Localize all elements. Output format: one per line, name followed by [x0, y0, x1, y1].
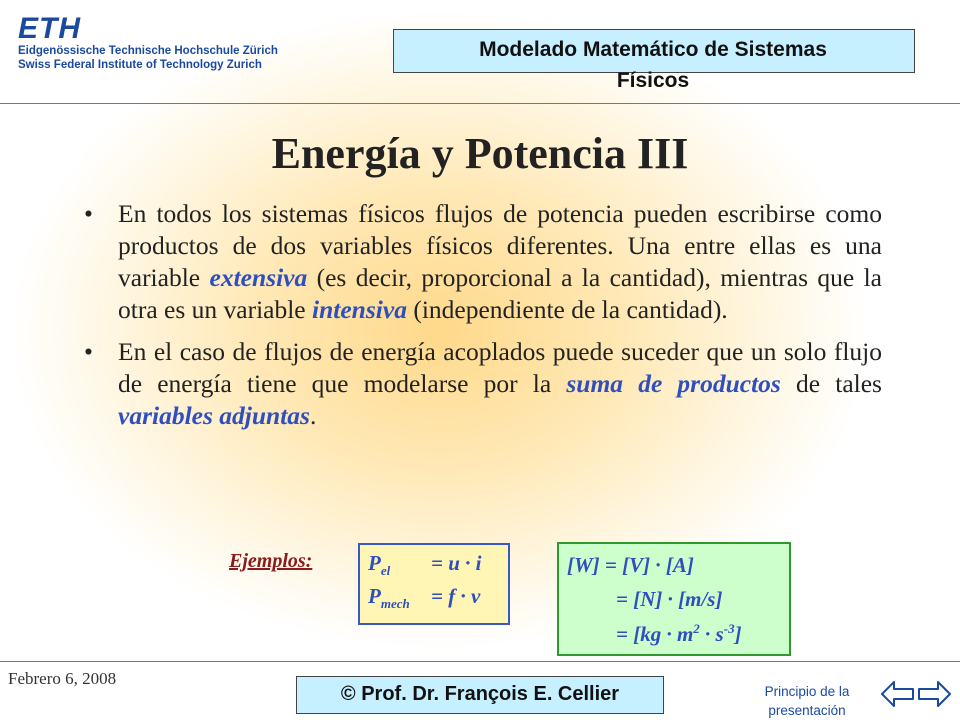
institution-name-en: Swiss Federal Institute of Technology Zurich [18, 59, 262, 71]
footer-date: Febrero 6, 2008 [8, 669, 117, 688]
bullet2-text-3: . [310, 401, 317, 430]
term-variables-adjuntas: variables adjuntas [118, 401, 310, 430]
header-divider [0, 103, 960, 104]
eth-logo [18, 14, 278, 72]
power-eq-mechanical [368, 584, 410, 612]
units-exp-2: 2 [693, 621, 700, 636]
course-title [393, 34, 913, 96]
units-line3-mid: · s [699, 622, 724, 646]
bullet-item-1 [82, 198, 882, 326]
power-symbol: P [368, 551, 381, 575]
bullet-dot: • [84, 199, 93, 228]
bullet-item-2 [82, 336, 882, 432]
units-exp-minus3: -3 [723, 621, 735, 636]
bullet1-text-2: (es decir, proporcional a la cantidad), mientras que la otra es un variable [118, 263, 882, 324]
forward-arrow-icon[interactable] [914, 678, 954, 710]
bullet2-text-2: de tales [780, 369, 882, 398]
course-title-line2: Físicos [616, 69, 690, 92]
term-suma-de-productos: suma de productos [566, 369, 781, 398]
bullet-list [82, 198, 882, 442]
bullet1-text-3: (independiente de la cantidad). [406, 295, 728, 324]
course-title-line1: Modelado Matemático de Sistemas [479, 38, 827, 61]
bullet2-text-1: En el caso de flujos de energía acoplados puede suceder que un solo flujo de energía tiene que modelarse por la [118, 337, 882, 398]
home-link-line2: presentación [768, 703, 846, 718]
back-arrow-icon[interactable] [880, 678, 916, 710]
home-link-line1: Principio de la [764, 684, 850, 699]
power-eq-electrical-rhs: = u · i [431, 551, 482, 575]
slide-title: Energía y Potencia III [271, 129, 689, 178]
power-eq-mechanical-rhs: = f · v [431, 584, 481, 608]
power-eq-electrical [368, 551, 390, 579]
power-subscript-mech: mech [380, 596, 410, 612]
power-symbol: P [368, 584, 381, 608]
eth-logo-text: ETH [18, 12, 81, 45]
home-link[interactable] [752, 682, 862, 720]
units-line-2: = [N] · [m/s] [616, 587, 723, 611]
term-extensiva: extensiva [209, 263, 308, 292]
power-subscript-el: el [380, 563, 391, 579]
copyright-text: © Prof. Dr. François E. Cellier [340, 683, 620, 705]
bullet1-text-1: En todos los sistemas físicos flujos de potencia pueden escribirse como productos de dos variables físicos diferentes. Una entre ellas es una variable [118, 199, 882, 292]
term-intensiva: intensiva [312, 295, 407, 324]
units-line3-post: ] [734, 622, 742, 646]
units-line-3 [616, 621, 742, 647]
units-line-1: [W] = [V] · [A] [567, 553, 694, 577]
bullet-dot: • [84, 337, 93, 366]
footer-divider [0, 661, 960, 662]
examples-label: Ejemplos: [229, 550, 313, 572]
institution-name-de: Eidgenössische Technische Hochschule Zürich [18, 45, 278, 57]
units-line3-pre: = [kg · m [616, 622, 694, 646]
